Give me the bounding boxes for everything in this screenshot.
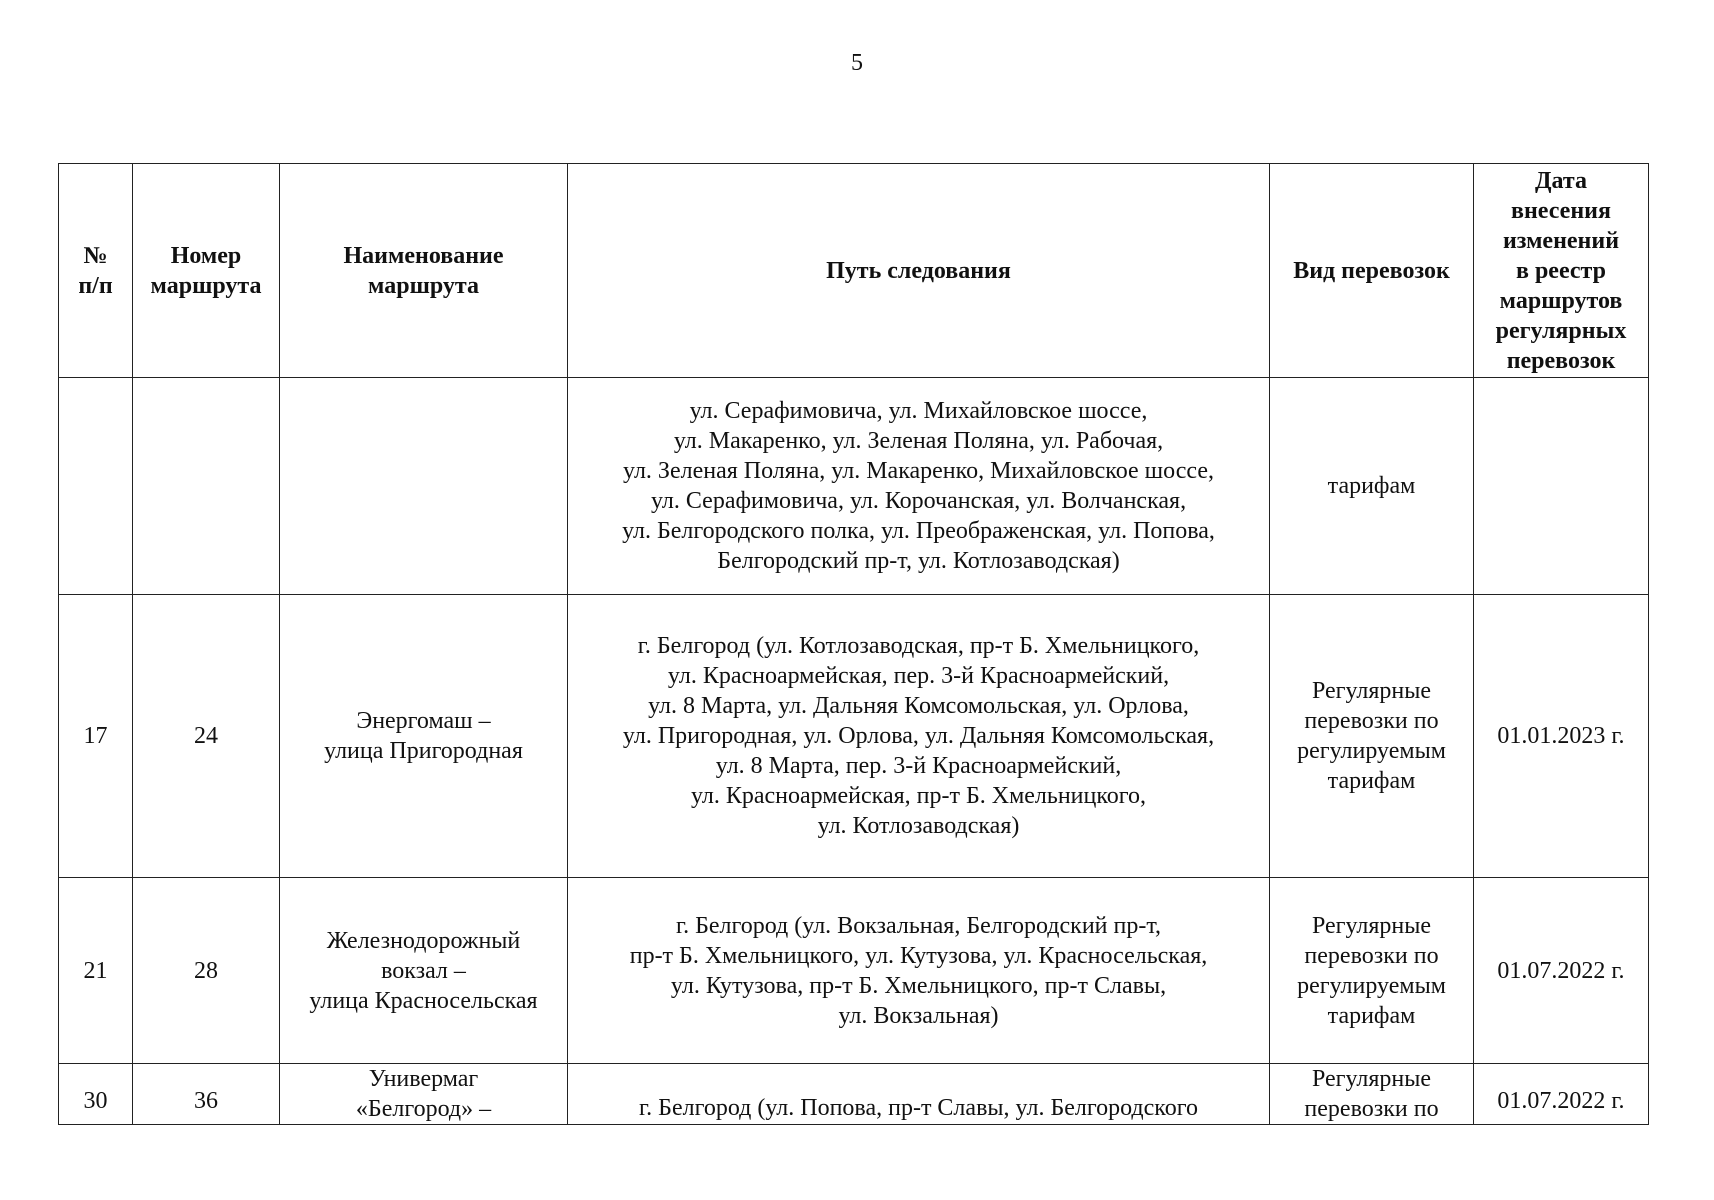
text-line: регулируемым bbox=[1297, 972, 1446, 999]
text-line: внесения bbox=[1511, 197, 1611, 224]
text-line: ул. Красноармейская, пр-т Б. Хмельницкого, bbox=[690, 783, 1147, 809]
text-line: перевозки по bbox=[1304, 942, 1439, 969]
header-date bbox=[1474, 164, 1649, 378]
text-line: Путь следования bbox=[826, 257, 1011, 284]
text-line: Универмаг bbox=[368, 1066, 479, 1092]
text-line: Вид перевозок bbox=[1293, 257, 1450, 284]
cell-route-name bbox=[280, 595, 568, 878]
text-line: ул. Кутузова, пр-т Б. Хмельницкого, пр-т Славы, bbox=[670, 972, 1167, 999]
table-row bbox=[59, 878, 1649, 1064]
cell-no: 21 bbox=[59, 878, 133, 1064]
text-line: Белгородский пр-т, ул. Котлозаводская) bbox=[717, 548, 1120, 574]
text-line: ул. Белгородского полка, ул. Преображенская, ул. Попова, bbox=[622, 518, 1215, 544]
text-line: № bbox=[83, 242, 108, 269]
cell-path bbox=[568, 878, 1270, 1064]
header-route-name bbox=[280, 164, 568, 378]
cell-path bbox=[568, 595, 1270, 878]
text-line: Наименование bbox=[343, 242, 504, 269]
cell-no: 30 bbox=[59, 1064, 133, 1125]
cell-route-number: 36 bbox=[133, 1064, 280, 1125]
text-line: пр-т Б. Хмельницкого, ул. Кутузова, ул. Красносельская, bbox=[629, 942, 1208, 969]
cell-date: 01.07.2022 г. bbox=[1474, 1064, 1649, 1125]
cell-no bbox=[59, 378, 133, 595]
text-line: ул. 8 Марта, пер. 3-й Красноармейский, bbox=[715, 753, 1122, 779]
cell-no: 17 bbox=[59, 595, 133, 878]
text-line: Регулярные bbox=[1311, 912, 1432, 939]
table-row bbox=[59, 595, 1649, 878]
cell-route-number: 24 bbox=[133, 595, 280, 878]
text-line: ул. Макаренко, ул. Зеленая Поляна, ул. Рабочая, bbox=[673, 428, 1164, 454]
text-line: ул. Серафимовича, ул. Корочанская, ул. Волчанская, bbox=[650, 488, 1187, 514]
text-line: «Белгород» – bbox=[355, 1096, 492, 1122]
text-line: ул. Зеленая Поляна, ул. Макаренко, Михайловское шоссе, bbox=[623, 458, 1214, 484]
cell-route-name bbox=[280, 878, 568, 1064]
text-line: ул. 8 Марта, ул. Дальняя Комсомольская, ул. Орлова, bbox=[648, 693, 1189, 719]
text-line: изменений bbox=[1502, 227, 1620, 254]
page-number: 5 bbox=[851, 50, 863, 76]
text-line: ул. Котлозаводская) bbox=[817, 813, 1020, 839]
text-line: п/п bbox=[78, 272, 113, 299]
cell-path bbox=[568, 1064, 1270, 1125]
text-line: перевозок bbox=[1506, 347, 1616, 374]
text-line: г. Белгород (ул. Вокзальная, Белгородский пр-т, bbox=[675, 912, 1162, 939]
text-line: ул. Пригородная, ул. Орлова, ул. Дальняя Комсомольская, bbox=[622, 723, 1215, 749]
header-no bbox=[59, 164, 133, 378]
header-route-number bbox=[133, 164, 280, 378]
text-line: маршрута bbox=[368, 272, 479, 299]
cell-route-number: 28 bbox=[133, 878, 280, 1064]
text-line: перевозки по bbox=[1304, 708, 1439, 734]
routes-table bbox=[58, 163, 1649, 1125]
text-line: Регулярные bbox=[1311, 678, 1432, 704]
cell-transport-type bbox=[1270, 378, 1474, 595]
header-transport-type bbox=[1270, 164, 1474, 378]
text-line: регулярных bbox=[1495, 317, 1627, 344]
text-line: ул. Красноармейская, пер. 3-й Красноармейский, bbox=[667, 663, 1170, 689]
text-line: в реестр bbox=[1516, 257, 1606, 284]
table-header-row bbox=[59, 164, 1649, 378]
cell-date: 01.07.2022 г. bbox=[1474, 878, 1649, 1064]
text-line: маршрута bbox=[150, 272, 262, 299]
table-row bbox=[59, 378, 1649, 595]
text-line: Энергомаш – bbox=[356, 708, 491, 734]
text-line: улица Красносельская bbox=[309, 987, 538, 1014]
text-line: тарифам bbox=[1327, 1002, 1416, 1029]
cell-date: 01.01.2023 г. bbox=[1474, 595, 1649, 878]
header-path bbox=[568, 164, 1270, 378]
cell-transport-type bbox=[1270, 878, 1474, 1064]
cell-route-number bbox=[133, 378, 280, 595]
text-line: маршрутов bbox=[1499, 287, 1623, 314]
table-row bbox=[59, 1064, 1649, 1125]
cell-route-name bbox=[280, 378, 568, 595]
text-line: г. Белгород (ул. Попова, пр-т Славы, ул. Белгородского bbox=[639, 1095, 1198, 1121]
text-line: Регулярные bbox=[1311, 1066, 1432, 1092]
text-line: г. Белгород (ул. Котлозаводская, пр-т Б. Хмельницкого, bbox=[637, 633, 1200, 659]
text-line: регулируемым bbox=[1297, 738, 1446, 764]
cell-route-name bbox=[280, 1064, 568, 1125]
text-line: Номер bbox=[170, 242, 242, 269]
text-line: ул. Серафимовича, ул. Михайловское шоссе, bbox=[689, 398, 1148, 424]
cell-transport-type bbox=[1270, 1064, 1474, 1125]
text-line: перевозки по bbox=[1304, 1096, 1439, 1122]
cell-transport-type bbox=[1270, 595, 1474, 878]
cell-path bbox=[568, 378, 1270, 595]
text-line: улица Пригородная bbox=[324, 738, 523, 764]
text-line: тарифам bbox=[1327, 473, 1416, 499]
text-line: тарифам bbox=[1327, 768, 1416, 794]
text-line: Дата bbox=[1535, 167, 1587, 194]
cell-date bbox=[1474, 378, 1649, 595]
text-line: вокзал – bbox=[381, 957, 466, 984]
text-line: Железнодорожный bbox=[326, 927, 521, 954]
text-line: ул. Вокзальная) bbox=[838, 1002, 999, 1029]
